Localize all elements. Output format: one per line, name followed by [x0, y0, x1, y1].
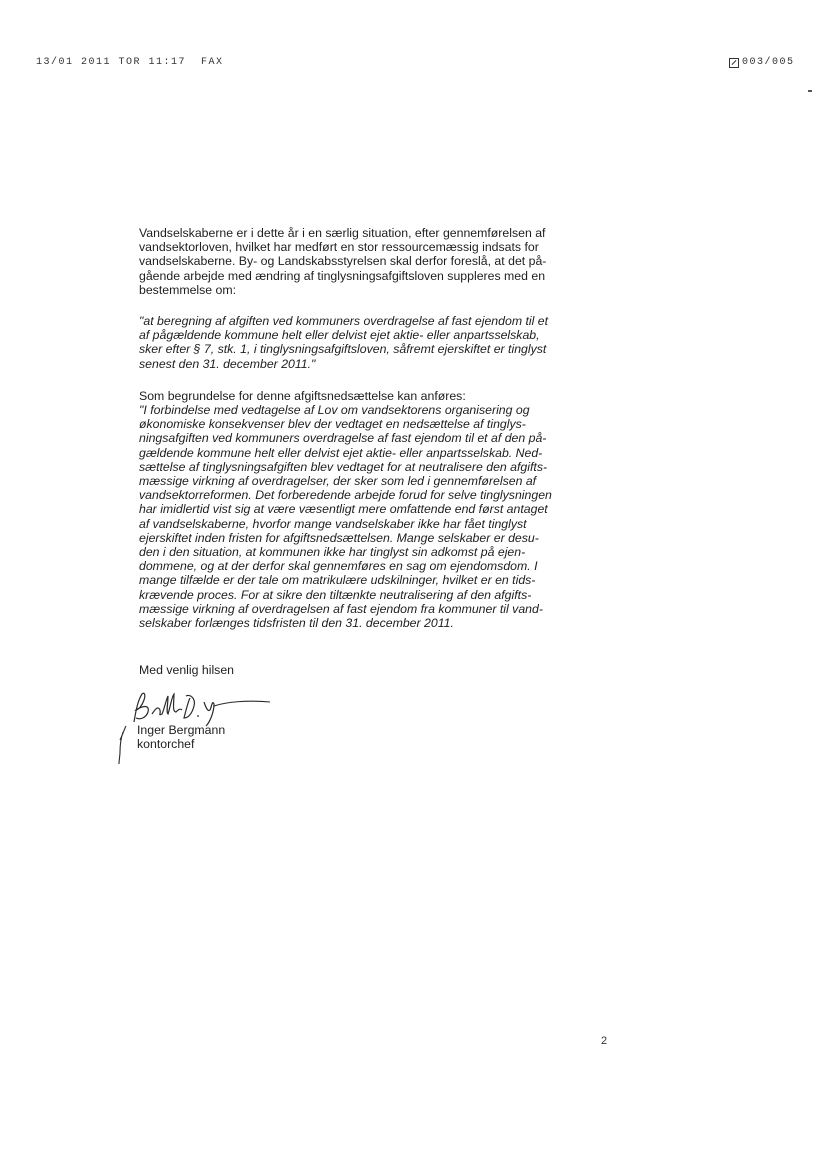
text-line: vandsektorreformen. Det forberedende arbejde forud for selve tinglysningen: [139, 488, 552, 503]
closing-salutation: [139, 663, 619, 677]
text-line: økonomiske konsekvenser blev der vedtaget en nedsættelse af tinglys-: [139, 417, 526, 432]
text-line: sættelse af tinglysningsafgiften blev vedtaget for at neutralisere den afgifts-: [139, 459, 548, 474]
page-number: 2: [601, 1035, 608, 1047]
fax-checkbox-icon: [729, 58, 739, 68]
justification-heading: [139, 389, 619, 403]
text-line: "at beregning af afgiften ved kommuners overdragelse af fast ejendom til et: [139, 314, 549, 328]
fax-header-timestamp: 13/01 2011 TOR 11:17 FAX: [36, 57, 224, 68]
text-line: vandsektorloven, hvilket har medført en stor ressourcemæssig indsats for: [139, 240, 539, 255]
justification-quote: [139, 403, 619, 630]
text-line: ningsafgiften ved kommuners overdragelse af fast ejendom til et af den på-: [139, 431, 547, 446]
text-line: af pågældende kommune helt eller delvist ejet aktie- eller anpartsselskab,: [139, 328, 540, 343]
signer-title: kontorchef: [137, 737, 195, 751]
text-line: vandselskaberne. By- og Landskabsstyrelsen skal derfor foreslå, at det på-: [139, 254, 547, 269]
text-line: mange tilfælde er der tale om matrikulære udskilninger, hvilket er en tids-: [139, 573, 536, 588]
text-line: Vandselskaberne er i dette år i en særlig situation, efter gennemførelsen af: [139, 226, 546, 240]
handwritten-signature: [128, 688, 278, 728]
text-line: ejerskiftet inden fristen for afgiftsnedsættelsen. Mange selskaber er desu-: [139, 530, 539, 545]
text-line: har imidlertid vist sig at være væsentligt mere omfattende end først antaget: [139, 502, 548, 517]
paragraph-intro: [139, 226, 619, 297]
scan-mark: [808, 90, 812, 92]
signer-block: [137, 723, 225, 751]
text-line: selskaber forlænges tidsfristen til den 31. december 2011.: [139, 616, 454, 631]
text-line: krævende proces. For at sikre den tiltænkte neutralisering af den afgifts-: [139, 587, 532, 602]
text-line: dommene, og at der derfor skal gennemføres en sag om ejendomsdom. I: [139, 559, 538, 574]
text-line: mæssige virkning af overdragelsen af fast ejendom fra kommuner til vand-: [139, 601, 543, 616]
fax-page-indicator: [729, 57, 795, 68]
text-line: "I forbindelse med vedtagelse af Lov om vandsektorens organisering og: [139, 403, 530, 417]
text-line: gældende kommune helt eller delvist ejet aktie- eller anpartsselskab. Ned-: [139, 445, 543, 460]
text-line: Med venlig hilsen: [139, 663, 235, 677]
text-line: bestemmelse om:: [139, 282, 237, 297]
proposed-provision-quote: [139, 314, 619, 371]
margin-handwritten-mark: [114, 722, 130, 766]
signer-name: Inger Bergmann: [137, 723, 226, 737]
fax-page-count: 003/005: [742, 57, 795, 68]
text-line: den i den situation, at kommunen ikke har tinglyst sin adkomst på ejen-: [139, 545, 526, 560]
text-line: Som begrundelse for denne afgiftsnedsættelse kan anføres:: [139, 389, 466, 403]
text-line: sker efter § 7, stk. 1, i tinglysningsafgiftsloven, såfremt ejerskiftet er tinglyst: [139, 342, 547, 357]
text-line: senest den 31. december 2011.": [139, 356, 316, 371]
text-line: mæssige virkning af overdragelser, der sker som led i gennemførelsen af: [139, 474, 537, 489]
text-line: gående arbejde med ændring af tinglysningsafgiftsloven suppleres med en: [139, 268, 546, 283]
text-line: af vandselskaberne, hvorfor mange vandselskaber ikke har fået tinglyst: [139, 516, 527, 531]
